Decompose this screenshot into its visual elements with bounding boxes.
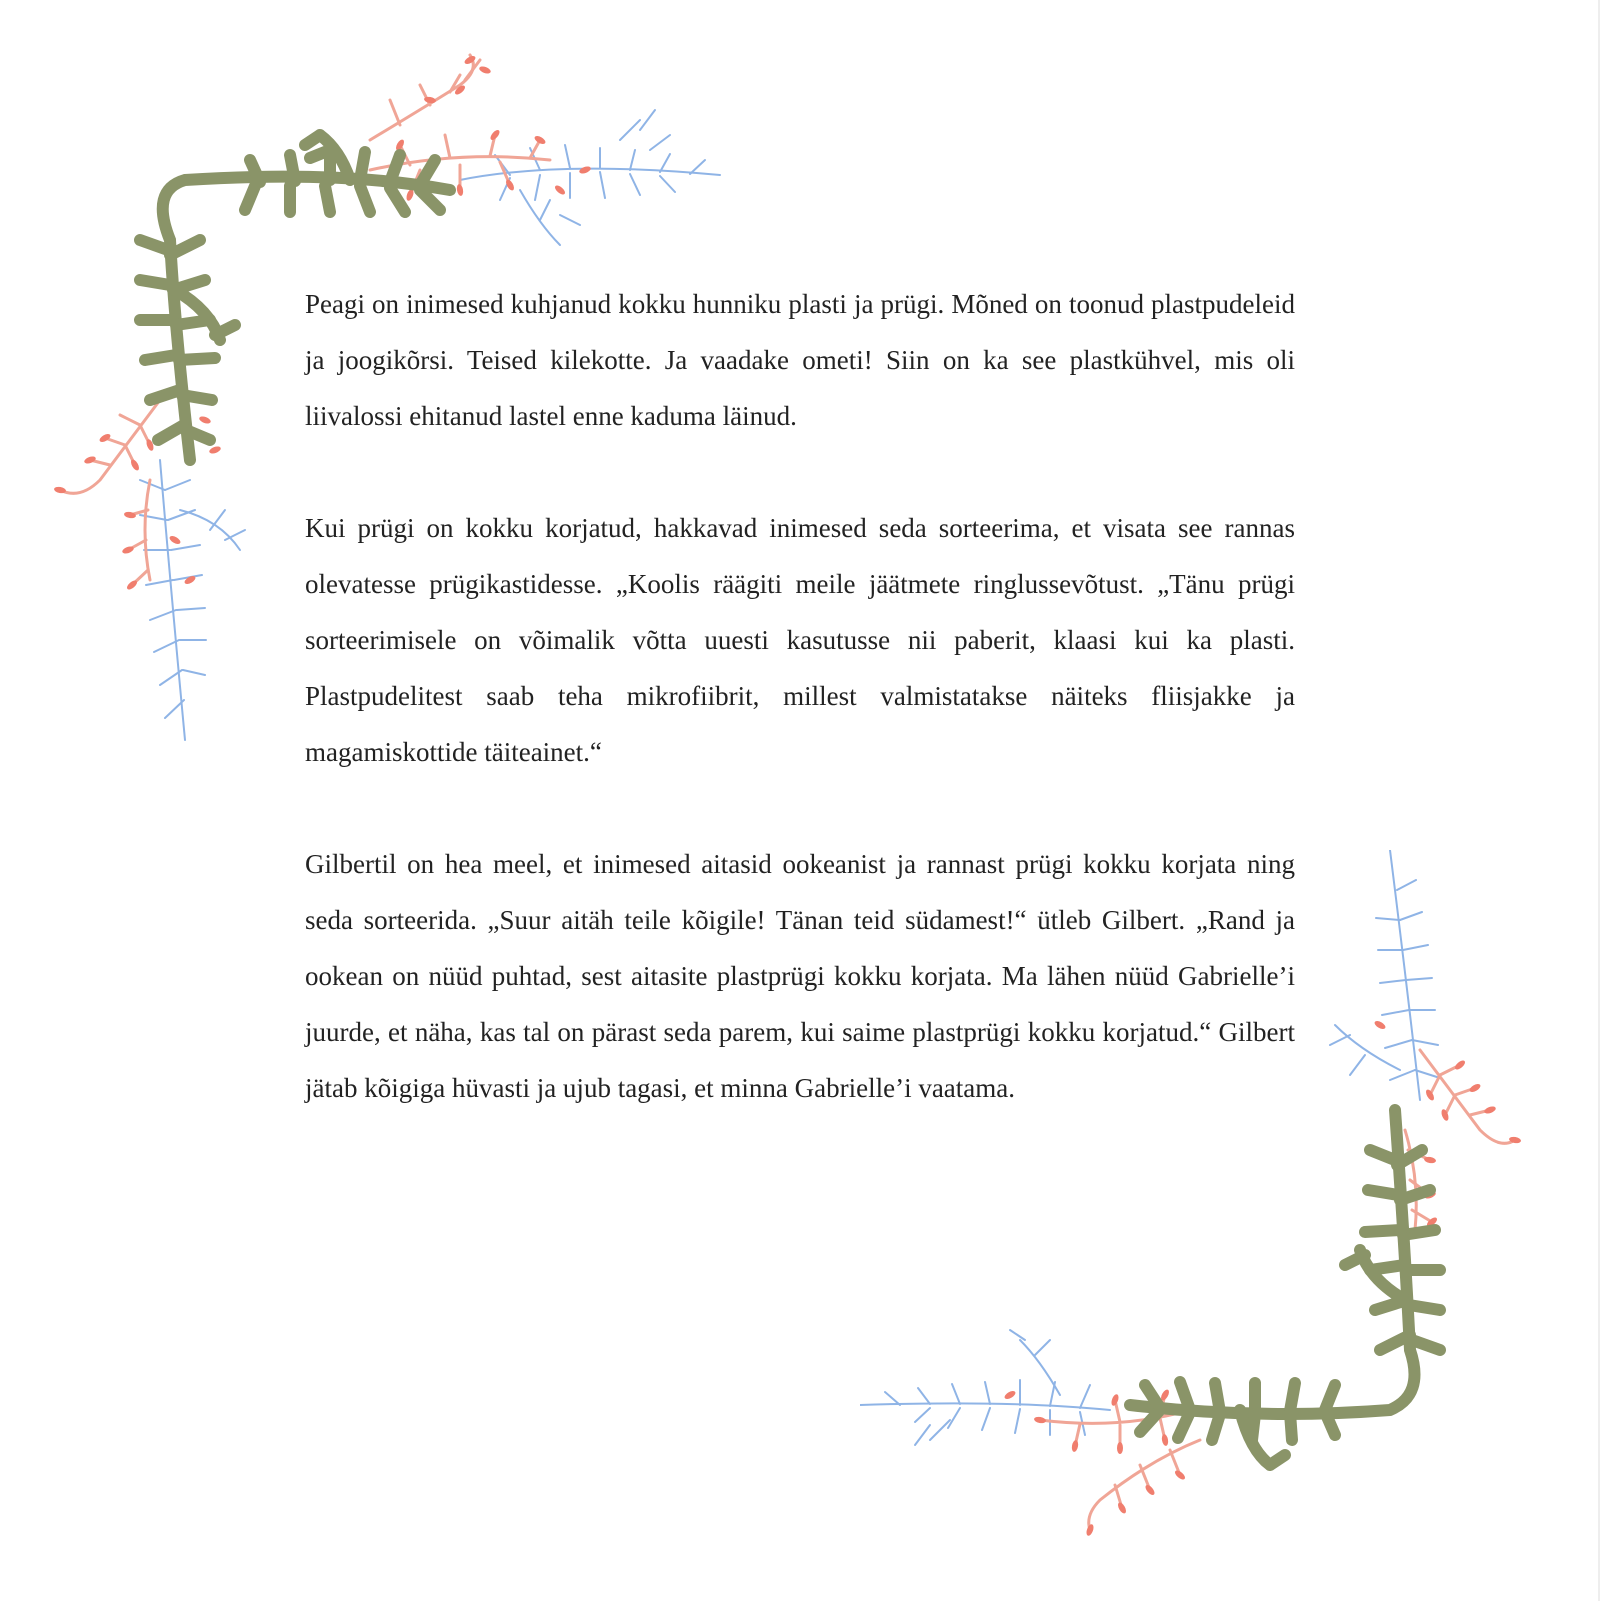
story-text [305, 276, 1295, 1172]
paragraph-2: Kui prügi on kokku korjatud, hakkavad inimesed seda sorteerima, et visata see rannas olevatesse prügikastidesse. „Koolis räägiti meile jäätmete ringlussevõtust. „Tänu prügi sorteerimisele on võimalik võtta uuesti kasutusse nii paberit, klaasi kui ka plasti. Plastpudelitest saab teha mikrofiibrit, millest valmistatakse näiteks fliisjakke ja magamiskottide täiteainet.“ [305, 513, 1295, 767]
paragraph-1: Peagi on inimesed kuhjanud kokku hunniku plasti ja prügi. Mõned on toonud plastpudeleid ja joogikõrsi. Teised kilekotte. Ja vaadake ometi! Siin on ka see plastkühvel, mis oli liivalossi ehitanud lastel enne kaduma läinud. [305, 289, 1295, 431]
paragraph-3: Gilbertil on hea meel, et inimesed aitasid ookeanist ja rannast prügi kokku korjata ning seda sorteerida. „Suur aitäh teile kõigile! Tänan teid südamest!“ ütleb Gilbert. „Rand ja ookean on nüüd puhtad, sest aitasite plastprügi kokku korjata. Ma lähen nüüd Gabrielle’i juurde, et näha, kas tal on pärast seda parem, kui saime plastprügi kokku korjatud.“ Gilbert jätab kõigiga hüvasti ja ujub tagasi, et minna Gabrielle’i vaatama. [305, 849, 1295, 1103]
